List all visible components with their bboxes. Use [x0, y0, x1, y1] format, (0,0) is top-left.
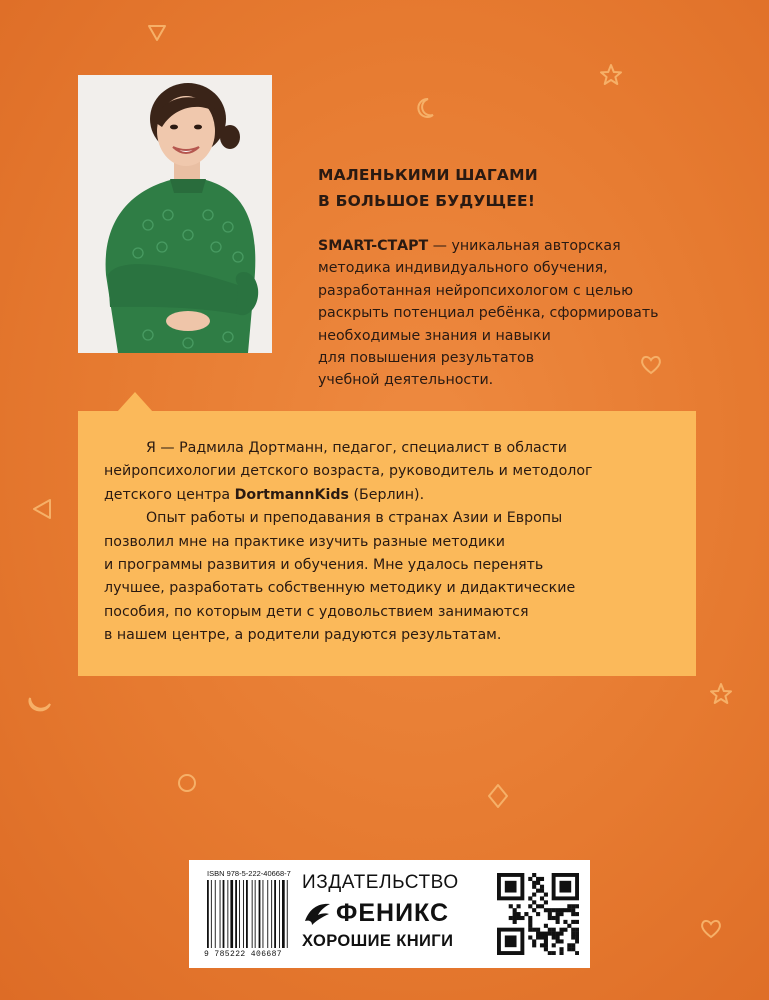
star-icon: [708, 681, 734, 707]
description-line-2: методика индивидуального обучения,: [318, 260, 608, 277]
headline-line-1: МАЛЕНЬКИМИ ШАГАМИ: [318, 166, 538, 184]
isbn-label: ISBN 978-5-222-40668-7: [207, 869, 291, 878]
publisher-name: ФЕНИКС: [336, 899, 450, 927]
statement-line: пособия, по которым дети с удовольствием занимаются: [104, 603, 529, 620]
center-name: DortmannKids: [234, 486, 349, 503]
statement-line: в нашем центре, а родители радуются результатам.: [104, 627, 502, 644]
headline-line-2: В БОЛЬШОЕ БУДУЩЕЕ!: [318, 192, 536, 210]
publisher-block: [302, 872, 459, 951]
statement-line: лучшее, разработать собственную методику и дидактические: [104, 580, 576, 597]
publisher-name-row: [302, 899, 459, 928]
description-line-3: разработанная нейропсихологом с целью: [318, 282, 634, 299]
description-line-1: SMART-СТАРТ — уникальная авторская: [318, 238, 621, 254]
speech-bubble-tip: [117, 392, 153, 412]
publisher-label: ИЗДАТЕЛЬСТВО: [302, 872, 459, 893]
method-description: [318, 235, 718, 392]
diamond-icon: [486, 782, 510, 810]
triangle-icon: [146, 22, 168, 44]
moon-icon: [414, 96, 436, 120]
triangle-icon: [30, 496, 56, 522]
brand-name: SMART-СТАРТ: [318, 238, 429, 254]
statement-line: и программы развития и обучения. Мне удалось перенять: [104, 557, 544, 574]
star-icon: [598, 62, 624, 88]
description-line-4: раскрыть потенциал ребёнка, сформировать: [318, 305, 659, 322]
author-portrait-illustration: [78, 75, 272, 353]
qr-code-icon: [497, 873, 579, 955]
statement-line: Опыт работы и преподавания в странах Азии и Европы: [146, 510, 563, 527]
phoenix-logo-icon: [302, 901, 332, 927]
author-statement: [104, 437, 684, 648]
statement-line: детского центра DortmannKids (Берлин).: [104, 486, 425, 503]
publisher-slogan: ХОРОШИЕ КНИГИ: [302, 932, 454, 950]
description-line-7: учебной деятельности.: [318, 372, 494, 389]
circle-icon: [176, 772, 198, 794]
author-photo: [78, 75, 272, 353]
description-line-6: для повышения результатов: [318, 350, 535, 367]
statement-line: позволил мне на практике изучить разные методики: [104, 533, 505, 550]
description-line-5: необходимые знания и навыки: [318, 327, 551, 344]
barcode-icon: [205, 880, 295, 950]
moon-icon: [26, 692, 54, 716]
heart-icon: [698, 916, 724, 940]
barcode-digits: 9 785222 406687: [204, 950, 283, 959]
statement-line: Я — Радмила Дортманн, педагог, специалист в области: [146, 440, 568, 456]
headline: [318, 162, 718, 214]
statement-line: нейропсихологии детского возраста, руководитель и методолог: [104, 463, 593, 480]
